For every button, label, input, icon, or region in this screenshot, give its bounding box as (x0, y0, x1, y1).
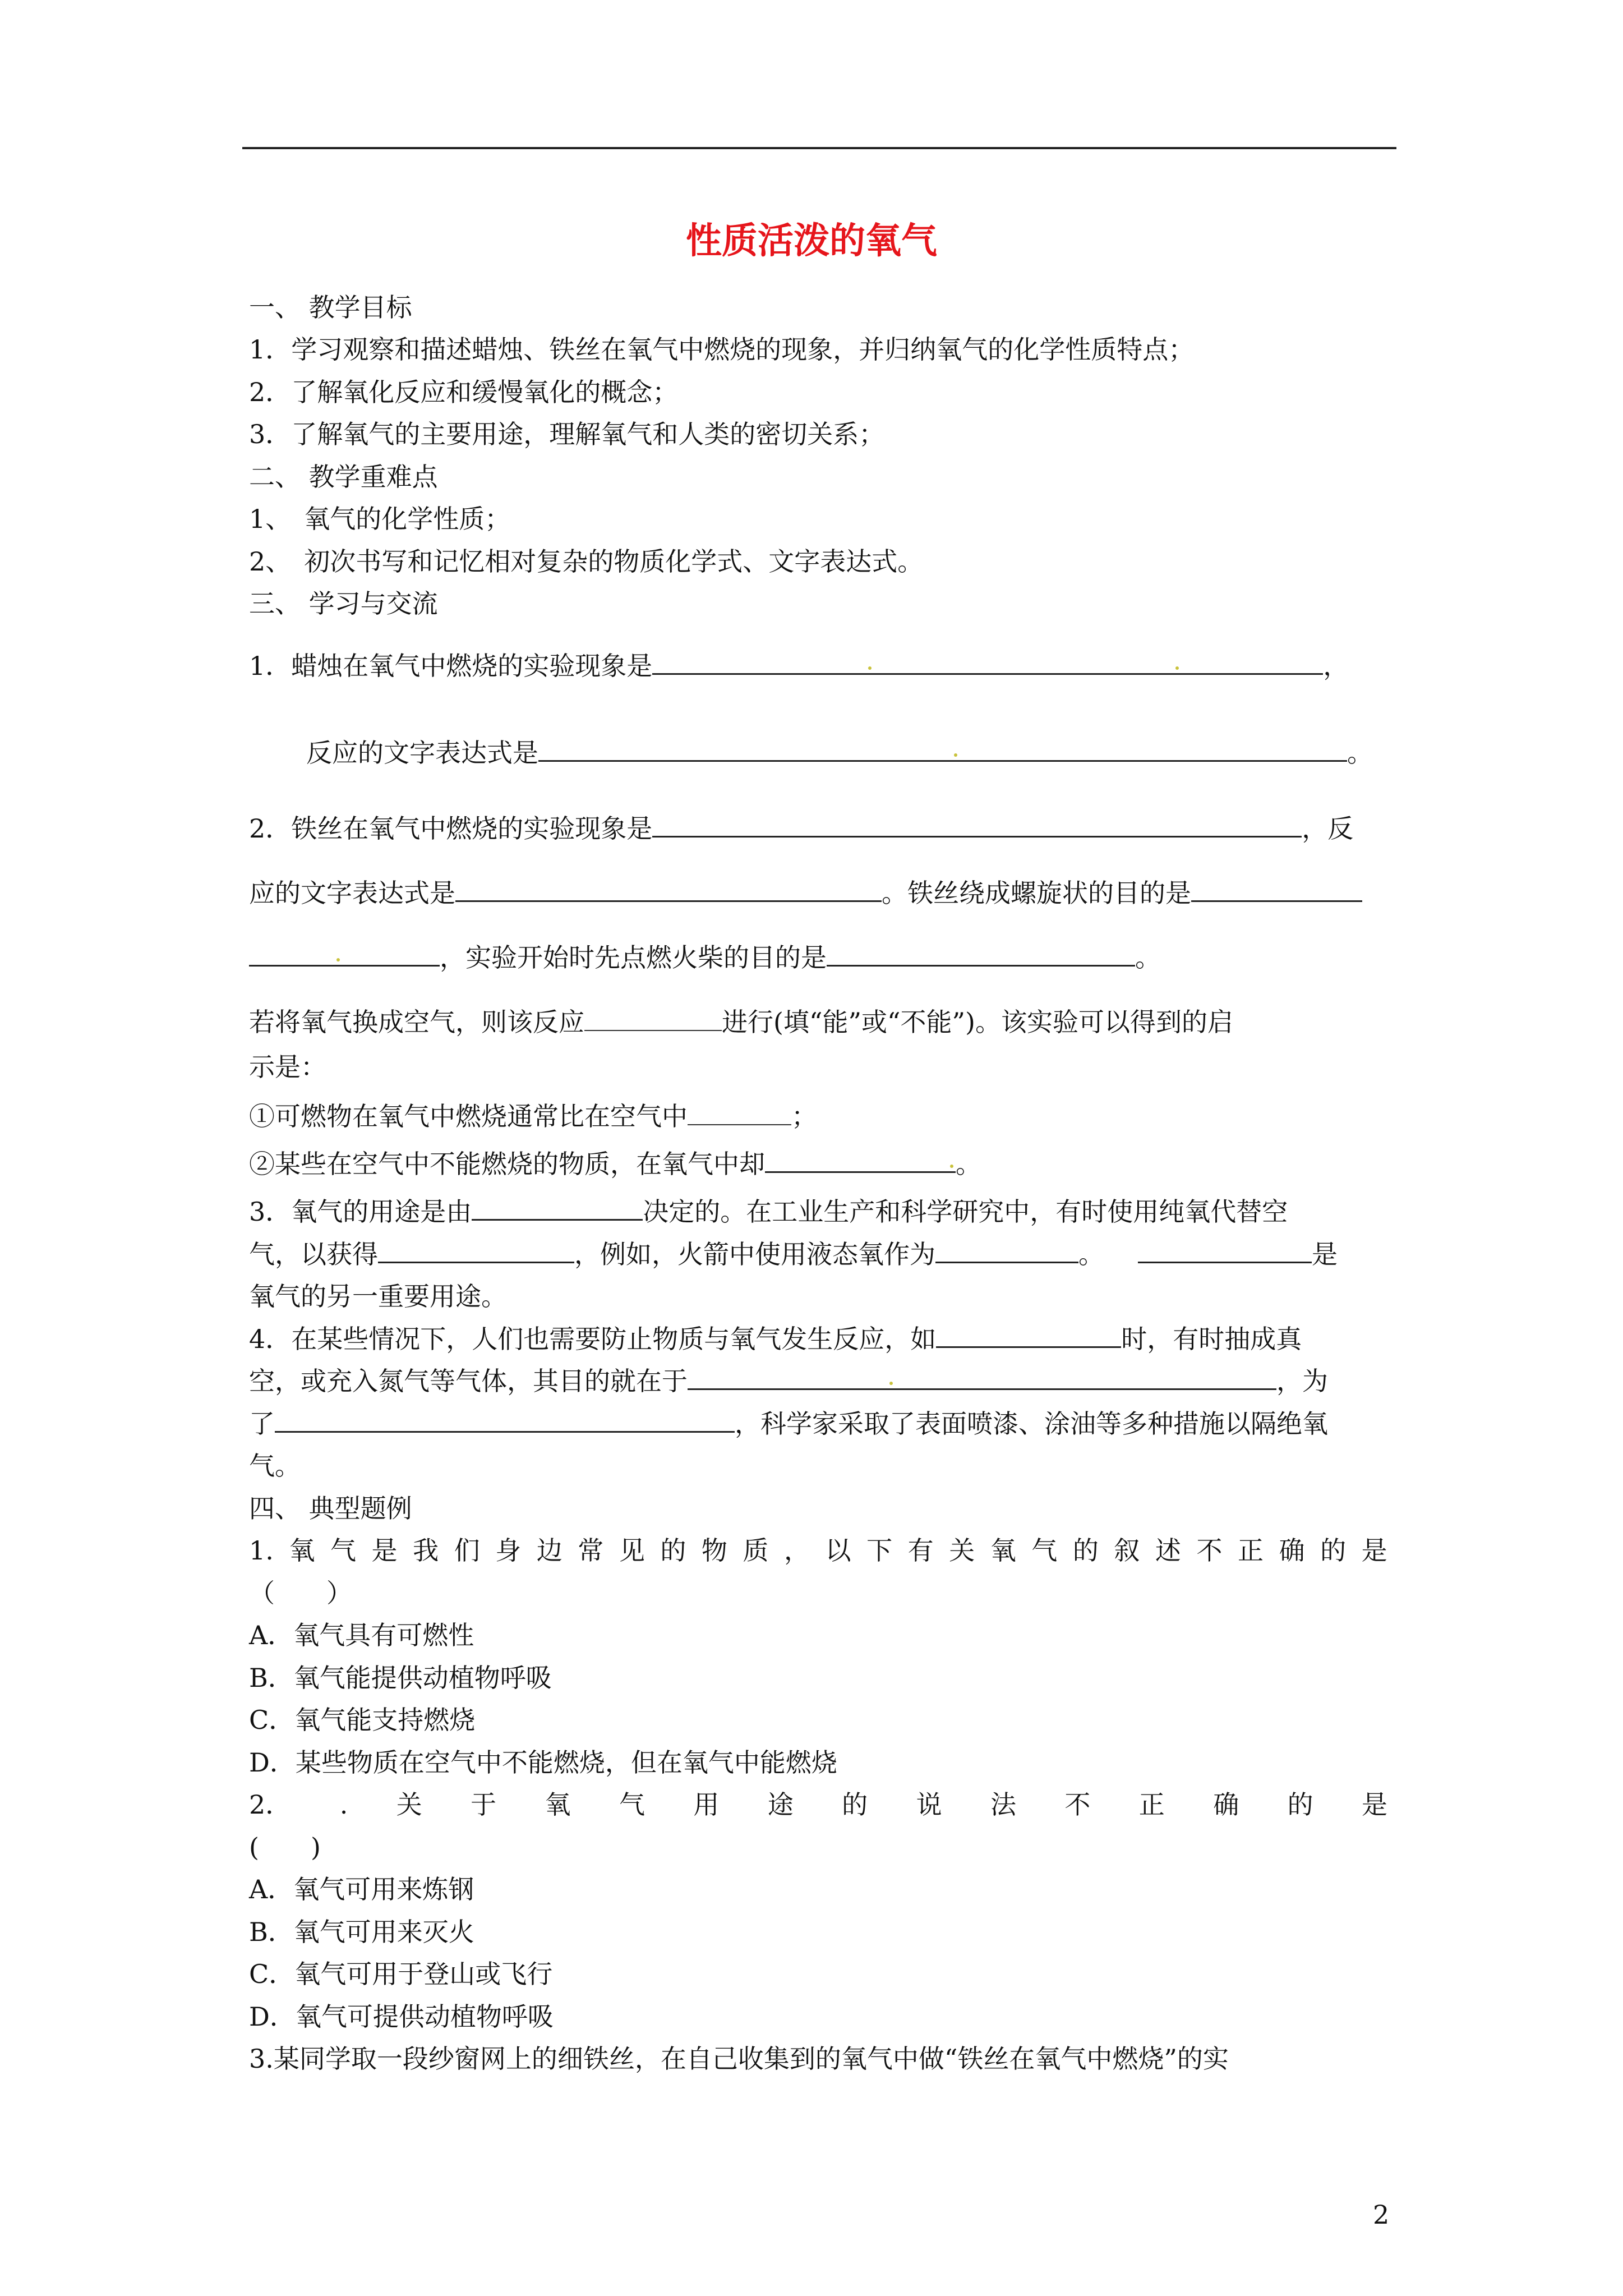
keypoint-1: 1、 氧气的化学性质； (249, 504, 511, 534)
question-4-line-2: 空，或充入氮气等气体，其目的就在于 ，为 (249, 1366, 1328, 1396)
option-c: C．氧气可用于登山或飞行 (249, 1959, 553, 1989)
answer-blank[interactable] (688, 1365, 1276, 1390)
page-number: 2 (1373, 2200, 1390, 2230)
objective-1: 1．学习观察和描述蜡烛、铁丝在氧气中燃烧的现象，并归纳氧气的化学性质特点； (249, 334, 1195, 365)
answer-blank[interactable] (935, 1239, 1078, 1263)
option-d: D．某些物质在空气中不能燃烧，但在氧气中能燃烧 (249, 1747, 837, 1778)
question-1-line-1: 1．蜡烛在氧气中燃烧的实验现象是 ， (249, 651, 1349, 681)
answer-blank[interactable] (936, 1323, 1121, 1348)
question-3-line-1: 3．氧气的用途是由 决定的。在工业生产和科学研究中，有时使用纯氧代替空 (249, 1197, 1288, 1227)
question-2-line-7: ②某些在空气中不能燃烧的物质，在氧气中却 。 (249, 1149, 981, 1179)
keypoint-2: 2、 初次书写和记忆相对复杂的物质化学式、文字表达式。 (249, 546, 924, 577)
question-3-line-3: 氧气的另一重要用途。 (249, 1281, 507, 1312)
question-2-line-5: 示是： (249, 1052, 326, 1082)
answer-blank[interactable] (584, 1007, 722, 1031)
option-c: C．氧气能支持燃烧 (249, 1705, 476, 1735)
question-3-line-2: 气，以获得 ，例如，火箭中使用液态氧作为 。 是 (249, 1239, 1338, 1269)
option-b: B．氧气可用来灭火 (249, 1917, 474, 1947)
answer-blank[interactable] (1191, 877, 1362, 902)
objective-2: 2．了解氧化反应和缓慢氧化的概念； (249, 377, 679, 407)
section-heading: 四、 典型题例 (249, 1493, 412, 1524)
page-title: 性质活泼的氧气 (686, 220, 937, 262)
answer-blank[interactable] (652, 813, 1302, 838)
answer-blank[interactable] (378, 1239, 574, 1263)
answer-blank[interactable] (827, 942, 1135, 967)
answer-blank[interactable] (1138, 1239, 1312, 1263)
objective-3: 3．了解氧气的主要用途，理解氧气和人类的密切关系； (249, 419, 885, 449)
question-2-line-1: 2．铁丝在氧气中燃烧的实验现象是 ，反 (249, 813, 1354, 844)
question-2-line-4: 若将氧气换成空气，则该反应 进行(填“能”或“不能”)。该实验可以得到的启 (249, 1007, 1233, 1037)
question-2-line-3: ，实验开始时先点燃火柴的目的是 。 (249, 940, 1161, 976)
header-rule (242, 147, 1396, 149)
option-d: D．氧气可提供动植物呼吸 (249, 2001, 554, 2032)
option-a: A．氧气可用来炼钢 (249, 1874, 474, 1904)
option-a: A．氧气具有可燃性 (249, 1620, 474, 1650)
option-b: B．氧气能提供动植物呼吸 (249, 1663, 552, 1693)
question-4-line-4: 气。 (249, 1451, 301, 1481)
section-heading: 一、 教学目标 (249, 292, 412, 323)
example-2-stem: 2． . 关 于 氧 气 用 途 的 说 法 不 正 确 的 是 (249, 1789, 1387, 1820)
question-4-line-3: 了 ，科学家采取了表面喷漆、涂油等多种措施以隔绝氧 (249, 1409, 1328, 1439)
answer-blank[interactable] (765, 1148, 956, 1173)
answer-blank[interactable] (688, 1101, 791, 1125)
answer-blank[interactable] (652, 650, 1323, 675)
answer-paren: （ ） (249, 1578, 352, 1608)
answer-blank[interactable] (249, 942, 440, 967)
section-heading: 二、 教学重难点 (249, 462, 438, 492)
section-heading: 三、 学习与交流 (249, 588, 438, 619)
answer-paren: ( ) (249, 1832, 321, 1862)
question-2-line-6: ①可燃物在氧气中燃烧通常比在空气中 ； (249, 1101, 817, 1131)
question-2-line-2: 应的文字表达式是 。铁丝绕成螺旋状的目的是 (249, 875, 1362, 911)
answer-blank[interactable] (538, 737, 1347, 762)
answer-blank[interactable] (275, 1408, 735, 1433)
answer-blank[interactable] (472, 1196, 643, 1221)
question-4-line-1: 4．在某些情况下，人们也需要防止物质与氧气发生反应，如 时，有时抽成真 (249, 1324, 1302, 1354)
example-1-stem: 1. 氧 气 是 我 们 身 边 常 见 的 物 质 ， 以 下 有 关 氧 气 的 叙 述 不 正 确 的 是 (249, 1535, 1387, 1566)
question-1-line-2: 反应的文字表达式是 。 (306, 738, 1373, 768)
example-3-stem: 3.某同学取一段纱窗网上的细铁丝，在自己收集到的氧气中做“铁丝在氧气中燃烧”的实 (249, 2044, 1229, 2074)
answer-blank[interactable] (455, 877, 882, 902)
